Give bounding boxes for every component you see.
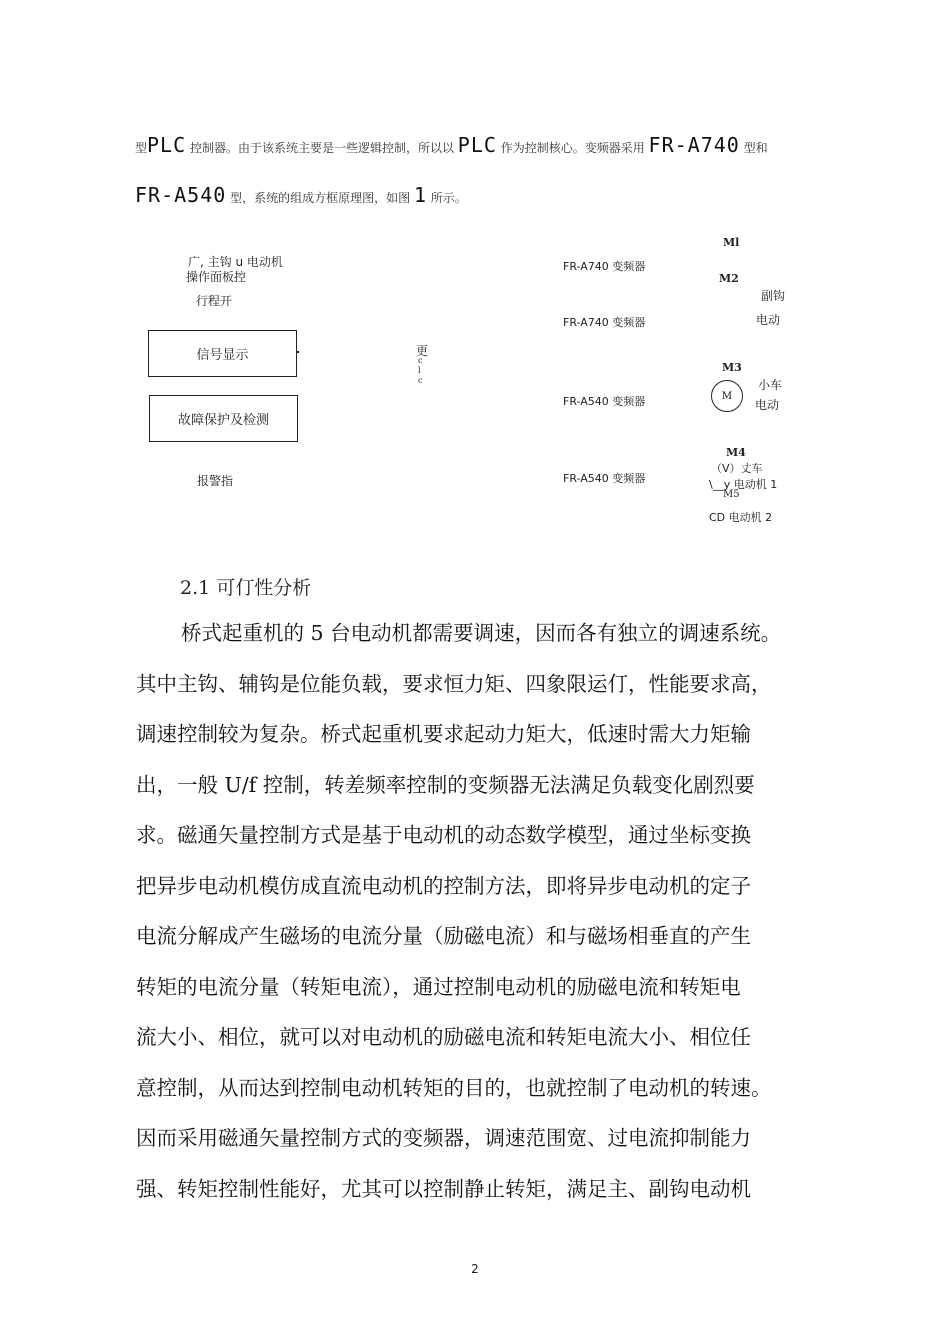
trolley-label: 小车 — [758, 378, 783, 392]
motor-m1-label: Ml — [723, 236, 740, 249]
paragraph-line: 桥式起重机的 5 台电动机都需要调速，因而各有独立的调速系统。 — [181, 621, 782, 645]
plc-label-3: l — [418, 366, 421, 375]
inverter-1-label: FR-A740 变频器 — [563, 260, 646, 273]
paragraph-line: 因而采用磁通矢量控制方式的变频器，调速范围宽、过电流抑制能力 — [136, 1126, 751, 1150]
cart-motor-2-label: CD 电动机 2 — [709, 511, 773, 524]
intro-term: PLC — [457, 133, 497, 157]
aux-hook-label: 副钩 — [761, 289, 786, 303]
paragraph-line: 电流分解成产生磁场的电流分量（励磁电流）和与磁场相垂直的产生 — [136, 924, 751, 948]
fault-protection-box — [149, 395, 298, 442]
intro-text: 型和 — [739, 141, 768, 155]
alarm-indicator-label: 报警指 — [197, 474, 234, 488]
paragraph-line: 转矩的电流分量（转矩电流），通过控制电动机的励磁电流和转矩电 — [136, 974, 741, 999]
intro-text: 控制器。由于该系统主要是一些逻辑控制，所以以 — [186, 141, 458, 155]
body-paragraph — [136, 608, 836, 1214]
cart-motor-1-label: \__y 电动机 1 — [709, 478, 778, 491]
cart-label: （V）丈车 — [711, 462, 763, 475]
paragraph-line: 流大小、相位，就可以对电动机的励磁电流和转矩电流大小、相位任 — [136, 1025, 751, 1049]
motor-m3-symbol — [711, 380, 743, 412]
intro-text: 所示。 — [426, 191, 467, 205]
motor-symbol-letter: M — [721, 390, 733, 402]
paragraph-line: 求。磁通矢量控制方式是基于电动机的动态数学模型，通过坐标变换 — [136, 823, 751, 847]
paragraph-line: 出，一般 U/f 控制，转差频率控制的变频器无法满足负载变化剧烈要 — [136, 772, 755, 797]
trolley-motor-label: 电动 — [755, 398, 780, 412]
intro-term: FR-A540 — [135, 183, 227, 207]
paragraph-line: 把异步电动机模仿成直流电动机的控制方法，即将异步电动机的定子 — [136, 873, 751, 898]
paragraph-line: 调速控制较为复杂。桥式起重机要求起动力矩大，低速时需大力矩输 — [136, 722, 751, 746]
intro-line-2 — [135, 183, 467, 207]
signal-display-box — [148, 330, 297, 377]
motor-m5-label: M5 — [723, 489, 740, 500]
paragraph-line: 强、转矩控制性能好，尤其可以控制静止转矩，满足主、副钩电动机 — [136, 1176, 751, 1201]
intro-text: 型，系统的组成方框原理图，如图 — [226, 191, 414, 205]
connector-dot — [296, 351, 299, 353]
intro-text: 作为控制核心。变频器采用 — [496, 141, 649, 155]
fault-protection-label: 故障保护及检测 — [177, 413, 269, 428]
page-number: 2 — [471, 1262, 479, 1276]
intro-term: FR-A740 — [648, 133, 740, 157]
limit-switch-label: 行程开 — [196, 294, 233, 308]
inverter-2-label: FR-A740 变频器 — [563, 316, 646, 329]
inverter-4-label: FR-A540 变频器 — [563, 472, 646, 485]
plc-label-1: 更 — [416, 344, 429, 358]
inverter-3-label: FR-A540 变频器 — [563, 395, 646, 408]
plc-label-2: c — [418, 356, 423, 365]
motor-m2-label: M2 — [719, 272, 739, 285]
section-heading: 2.1 可仃性分析 — [180, 577, 312, 599]
aux-hook-motor-label: 电动 — [756, 313, 781, 327]
plc-label-4: c — [418, 376, 423, 385]
intro-text: 型 — [135, 141, 148, 155]
motor-m3-label: M3 — [722, 361, 742, 374]
main-hook-motor-label: 广, 主钩 u 电动机 — [188, 255, 283, 269]
paragraph-line: 意控制，从而达到控制电动机转矩的目的，也就控制了电动机的转速。 — [136, 1075, 772, 1100]
signal-display-label: 信号显示 — [196, 348, 249, 363]
paragraph-line: 其中主钩、辅钩是位能负载，要求恒力矩、四象限运仃，性能要求高， — [136, 671, 772, 696]
intro-term: PLC — [147, 133, 187, 157]
operation-panel-label: 操作面板控 — [186, 270, 247, 284]
intro-term: 1 — [413, 183, 427, 207]
motor-m4-label: M4 — [726, 446, 746, 459]
intro-line-1 — [135, 133, 768, 157]
